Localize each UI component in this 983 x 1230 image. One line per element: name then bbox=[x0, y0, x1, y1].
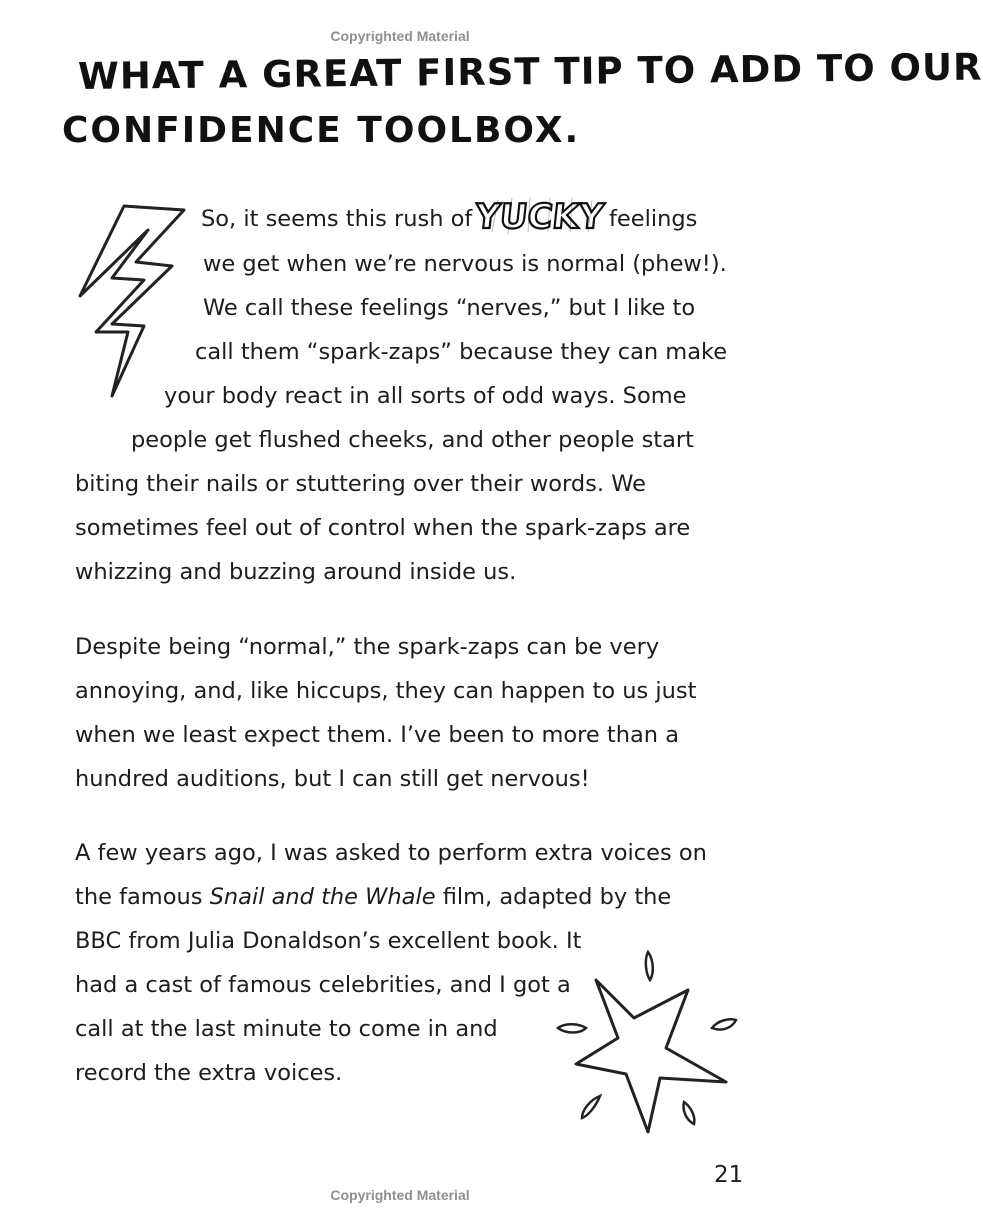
text-line bbox=[609, 206, 697, 232]
text-line: Despite being “normal,” the spark-zaps can be very bbox=[75, 634, 660, 660]
text-line: record the extra voices. bbox=[75, 1060, 343, 1086]
text-line bbox=[75, 884, 671, 910]
text-line: We call these feelings “nerves,” but I like to bbox=[203, 295, 696, 321]
page-number: 21 bbox=[714, 1162, 744, 1188]
text-line: when we least expect them. I’ve been to more than a bbox=[75, 722, 679, 748]
yucky-lettering bbox=[473, 192, 606, 238]
text-line: whizzing and buzzing around inside us. bbox=[75, 559, 517, 585]
heading-line-1: WHAT A GREAT FIRST TIP TO ADD TO OUR bbox=[77, 45, 983, 98]
text-line: people get flushed cheeks, and other people start bbox=[131, 427, 694, 453]
text-line bbox=[201, 206, 472, 232]
text-line: had a cast of famous celebrities, and I got a bbox=[75, 972, 571, 998]
yucky-word: YUCKY bbox=[473, 197, 606, 237]
text-span: feelings bbox=[609, 206, 698, 232]
heading-line-2: CONFIDENCE TOOLBOX. bbox=[62, 110, 581, 151]
text-line: your body react in all sorts of odd ways. Some bbox=[164, 383, 687, 409]
star-burst-icon bbox=[552, 946, 742, 1142]
text-line: we get when we’re nervous is normal (phew!). bbox=[203, 251, 727, 277]
text-line: call at the last minute to come in and bbox=[75, 1016, 498, 1042]
text-span: So, it seems this rush of bbox=[201, 206, 473, 232]
text-line: biting their nails or stuttering over their words. We bbox=[75, 471, 646, 497]
lightning-bolt-icon bbox=[72, 200, 190, 402]
copyright-top: Copyrighted Material bbox=[330, 28, 470, 44]
text-line: sometimes feel out of control when the spark-zaps are bbox=[75, 515, 691, 541]
text-line: BBC from Julia Donaldson’s excellent book. It bbox=[75, 928, 582, 954]
text-line: call them “spark-zaps” because they can make bbox=[195, 339, 728, 365]
film-title: Snail and the Whale bbox=[209, 884, 436, 910]
text-line: hundred auditions, but I can still get nervous! bbox=[75, 766, 590, 792]
text-span: film, adapted by the bbox=[435, 884, 672, 910]
copyright-bottom: Copyrighted Material bbox=[330, 1187, 470, 1203]
text-line: A few years ago, I was asked to perform extra voices on bbox=[75, 840, 707, 866]
text-span: the famous bbox=[75, 884, 210, 910]
text-line: annoying, and, like hiccups, they can happen to us just bbox=[75, 678, 697, 704]
